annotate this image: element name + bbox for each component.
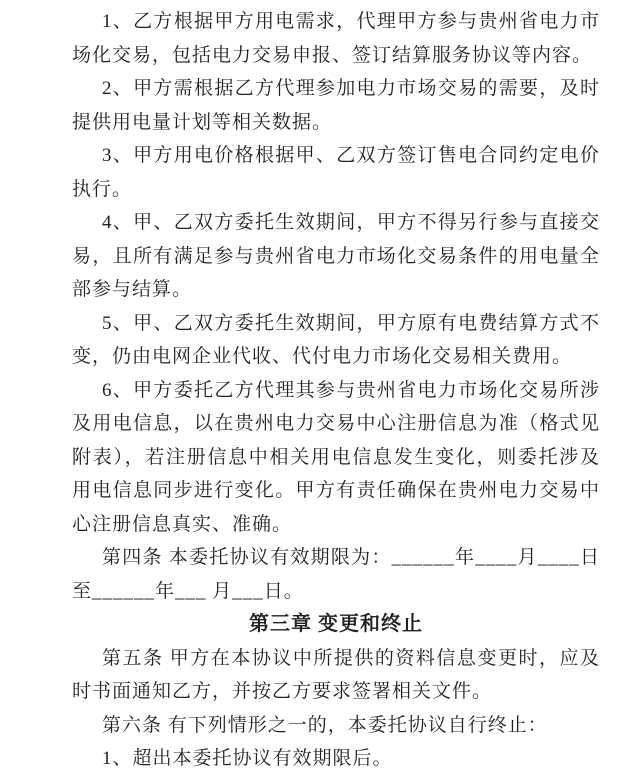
clause-item-5: 5、甲、乙双方委托生效期间，甲方原有电费结算方式不变，仍由电网企业代收、代付电力市场化交易相关费用。 — [72, 312, 600, 367]
clause-item-4: 4、甲、乙双方委托生效期间，甲方不得另行参与直接交易，且所有满足参与贵州省电力市场化交易条件的用电量全部参与结算。 — [72, 212, 600, 300]
chapter-3-heading: 第三章 变更和终止 — [249, 613, 423, 635]
article-5-change-notice: 第五条 甲方在本协议中所提供的资料信息变更时，应及时书面通知乙方，并按乙方要求签署相关文件。 — [72, 647, 600, 702]
article-6-termination: 第六条 有下列情形之一的，本委托协议自行终止： — [102, 714, 548, 736]
termination-item-1: 1、超出本委托协议有效期限后。 — [102, 748, 393, 769]
article-4-validity-period: 第四条 本委托协议有效期限为：______年____月____日至______年___ 月___日。 — [72, 547, 600, 602]
clause-item-2: 2、甲方需根据乙方代理参加电力市场交易的需要，及时提供用电量计划等相关数据。 — [72, 78, 600, 133]
clause-item-3: 3、甲方用电价格根据甲、乙双方签订售电合同约定电价执行。 — [72, 145, 600, 200]
clause-item-6: 6、甲方委托乙方代理其参与贵州省电力市场化交易所涉及用电信息，以在贵州电力交易中心注册信息为准（格式见附表），若注册信息中相关用电信息发生变化，则委托涉及用电信息同步进行变化。甲方有责任确保在贵州电力交易中心注册信息真实、准确。 — [72, 379, 600, 535]
clause-item-1: 1、乙方根据甲方用电需求，代理甲方参与贵州省电力市场化交易，包括电力交易申报、签订结算服务协议等内容。 — [72, 11, 600, 66]
